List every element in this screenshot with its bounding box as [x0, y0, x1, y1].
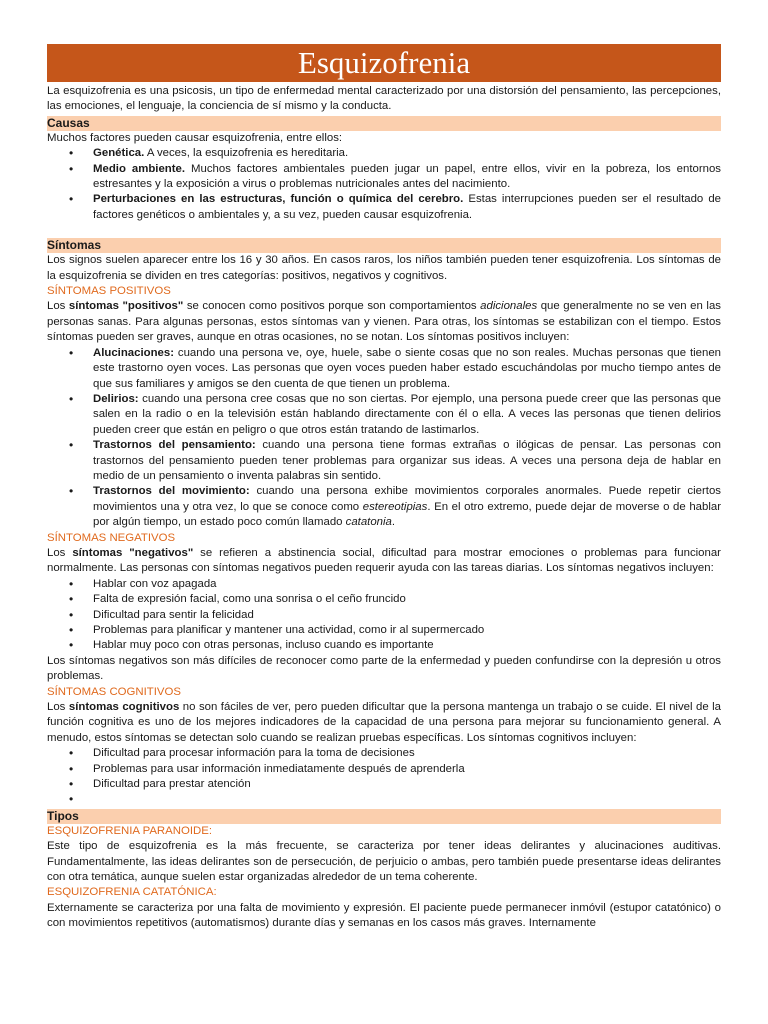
list-item-term: Trastornos del pensamiento: — [93, 439, 256, 452]
list-item-term: Trastornos del movimiento: — [93, 485, 250, 498]
list-item-term: Alucinaciones: — [93, 346, 175, 359]
intro-paragraph: La esquizofrenia es una psicosis, un tipo de enfermedad mental caracterizado por una distorsión del pensamiento, las percepciones, las emociones, el lenguaje, la conciencia de sí mismo y la conducta. — [47, 85, 721, 113]
document-page — [47, 44, 721, 932]
list-item: • Problemas para usar información inmediatamente después de aprenderla — [93, 762, 721, 777]
list-item-term: Delirios: — [93, 392, 139, 405]
positivos-paragraph: Los síntomas "positivos" se conocen como positivos porque son comportamientos adicionales que generalmente no se ven en las personas sanas. Para algunas personas, estos síntomas van y vienen. Para otras, los síntomas se estabilizan con el tiempo. Estos síntomas pueden ser graves, aunque en otras ocasiones, no se notan. Los síntomas positivos incluyen: — [47, 300, 721, 344]
list-item-text: Muchos factores ambientales pueden jugar un papel, entre ellos, vivir en la pobreza, los entornos estresantes y la exposición a virus o problemas nutricionales antes del nacimiento. — [93, 162, 721, 191]
subheading-cognitivos: SÍNTOMAS COGNITIVOS — [47, 685, 181, 698]
list-item-text: cuando una persona cree cosas que no son ciertas. Por ejemplo, una persona puede creer que las personas que salen en la radio o en la televisión están hablando directamente con él o ella. A veces las personas que tienen delirios pueden creer que están en peligro o que otros están tratando de lastimarlos. — [93, 392, 721, 436]
list-item-term: Medio ambiente. — [93, 162, 186, 175]
causas-list — [47, 146, 721, 223]
list-item: • Hablar muy poco con otras personas, incluso cuando es importante — [93, 638, 721, 653]
causas-lead: Muchos factores pueden causar esquizofrenia, entre ellos: — [47, 131, 343, 144]
list-item — [93, 162, 721, 193]
list-item — [93, 192, 721, 223]
section-heading-sintomas: Síntomas — [47, 238, 721, 253]
negativos-after: Los síntomas negativos son más difíciles de reconocer como parte de la enfermedad y pueden confundirse con la depresión u otros problemas. — [47, 654, 721, 683]
section-heading-causas: Causas — [47, 116, 721, 131]
sintomas-lead: Los signos suelen aparecer entre los 16 y 30 años. En casos raros, los niños también pueden tener esquizofrenia. Los síntomas de la esquizofrenia se dividen en tres categorías: positivos, negativos y cognitivos. — [47, 254, 721, 282]
list-item-empty — [93, 792, 721, 807]
subheading-negativos: SÍNTOMAS NEGATIVOS — [47, 531, 176, 544]
document-title: Esquizofrenia — [47, 44, 721, 82]
section-heading-tipos: Tipos — [47, 809, 721, 824]
list-item: • Problemas para planificar y mantener una actividad, como ir al supermercado — [93, 623, 721, 638]
negativos-paragraph: Los síntomas "negativos" se refieren a abstinencia social, dificultad para mostrar emociones o problemas para funcionar normalmente. Las personas con síntomas negativos pueden requerir ayuda con las tareas diarias. Los síntomas negativos incluyen: — [47, 546, 721, 575]
list-item — [93, 392, 721, 438]
list-item — [93, 146, 721, 161]
subheading-paranoide: ESQUIZOFRENIA PARANOIDE: — [47, 824, 212, 837]
paranoide-paragraph: Este tipo de esquizofrenia es la más frecuente, se caracteriza por tener ideas delirantes y alucinaciones auditivas. Fundamentalmente, las ideas delirantes son de persecución, de perjuicio o ambas, pero también puede presentarse ideas delirantes con otra temática, aunque suelen estar organizadas alrededor de un tema coherente. — [47, 840, 721, 884]
list-item-term: Perturbaciones en las estructuras, función o química del cerebro. — [93, 193, 464, 206]
spacer — [47, 223, 721, 237]
subheading-positivos: SÍNTOMAS POSITIVOS — [47, 285, 171, 298]
list-item: • Falta de expresión facial, como una sonrisa o el ceño fruncido — [93, 592, 721, 607]
cognitivos-list — [47, 746, 721, 808]
list-item — [93, 346, 721, 392]
list-item: • Hablar con voz apagada — [93, 577, 721, 592]
list-item: • Dificultad para procesar información para la toma de decisiones — [93, 746, 721, 761]
subheading-catatonica: ESQUIZOFRENIA CATATÓNICA: — [47, 886, 217, 899]
positivos-list — [47, 346, 721, 531]
list-item-text: cuando una persona ve, oye, huele, sabe o siente cosas que no son reales. Muchas personas que tienen este trastorno oyen voces. Las personas que oyen voces pueden haber estado escuchándolas por mucho tiempo antes de que sus familiares y amigos se den cuenta de que tienen un problema. — [93, 346, 721, 390]
list-item-text: Estas interrupciones pueden ser el resultado de factores genéticos o ambientales y, a su vez, pueden causar esquizofrenia. — [93, 193, 721, 221]
list-item-text: cuando una persona tiene formas extrañas o ilógicas de pensar. Las personas con trastornos del pensamiento pueden tener problemas para organizar sus ideas. A veces una persona deja de hablar en medio de un pensamiento o inventa palabras sin sentido. — [93, 439, 721, 482]
list-item: • Dificultad para prestar atención — [93, 777, 721, 792]
cognitivos-paragraph: Los síntomas cognitivos no son fáciles de ver, pero pueden dificultar que la persona mantenga un trabajo o se cuide. El nivel de la función cognitiva es uno de los mejores indicadores de la capacidad de una persona para mejorar su funcionamiento general. A menudo, estos síntomas se detectan solo cuando se realizan pruebas específicas. Los síntomas cognitivos incluyen: — [47, 701, 722, 744]
list-item: • Dificultad para sentir la felicidad — [93, 608, 721, 623]
negativos-list — [47, 577, 721, 654]
list-item — [93, 438, 721, 484]
list-item: • Trastornos del movimiento: cuando una persona exhibe movimientos corporales anormales. Puede repetir ciertos movimientos una y otra vez, lo que se conoce como estereotipias. En el otro extremo, puede dejar de moverse o de hablar por algún tiempo, un estado poco común llamado catatonia. — [93, 484, 721, 530]
list-item-term: Genética. — [93, 147, 145, 160]
catatonica-paragraph: Externamente se caracteriza por una falta de movimiento y expresión. El paciente puede permanecer inmóvil (estupor catatónico) o con movimientos repetitivos (automatismos) durante días y semanas en los casos más graves. Internamente — [47, 901, 721, 930]
list-item-text: A veces, la esquizofrenia es hereditaria. — [144, 147, 349, 160]
